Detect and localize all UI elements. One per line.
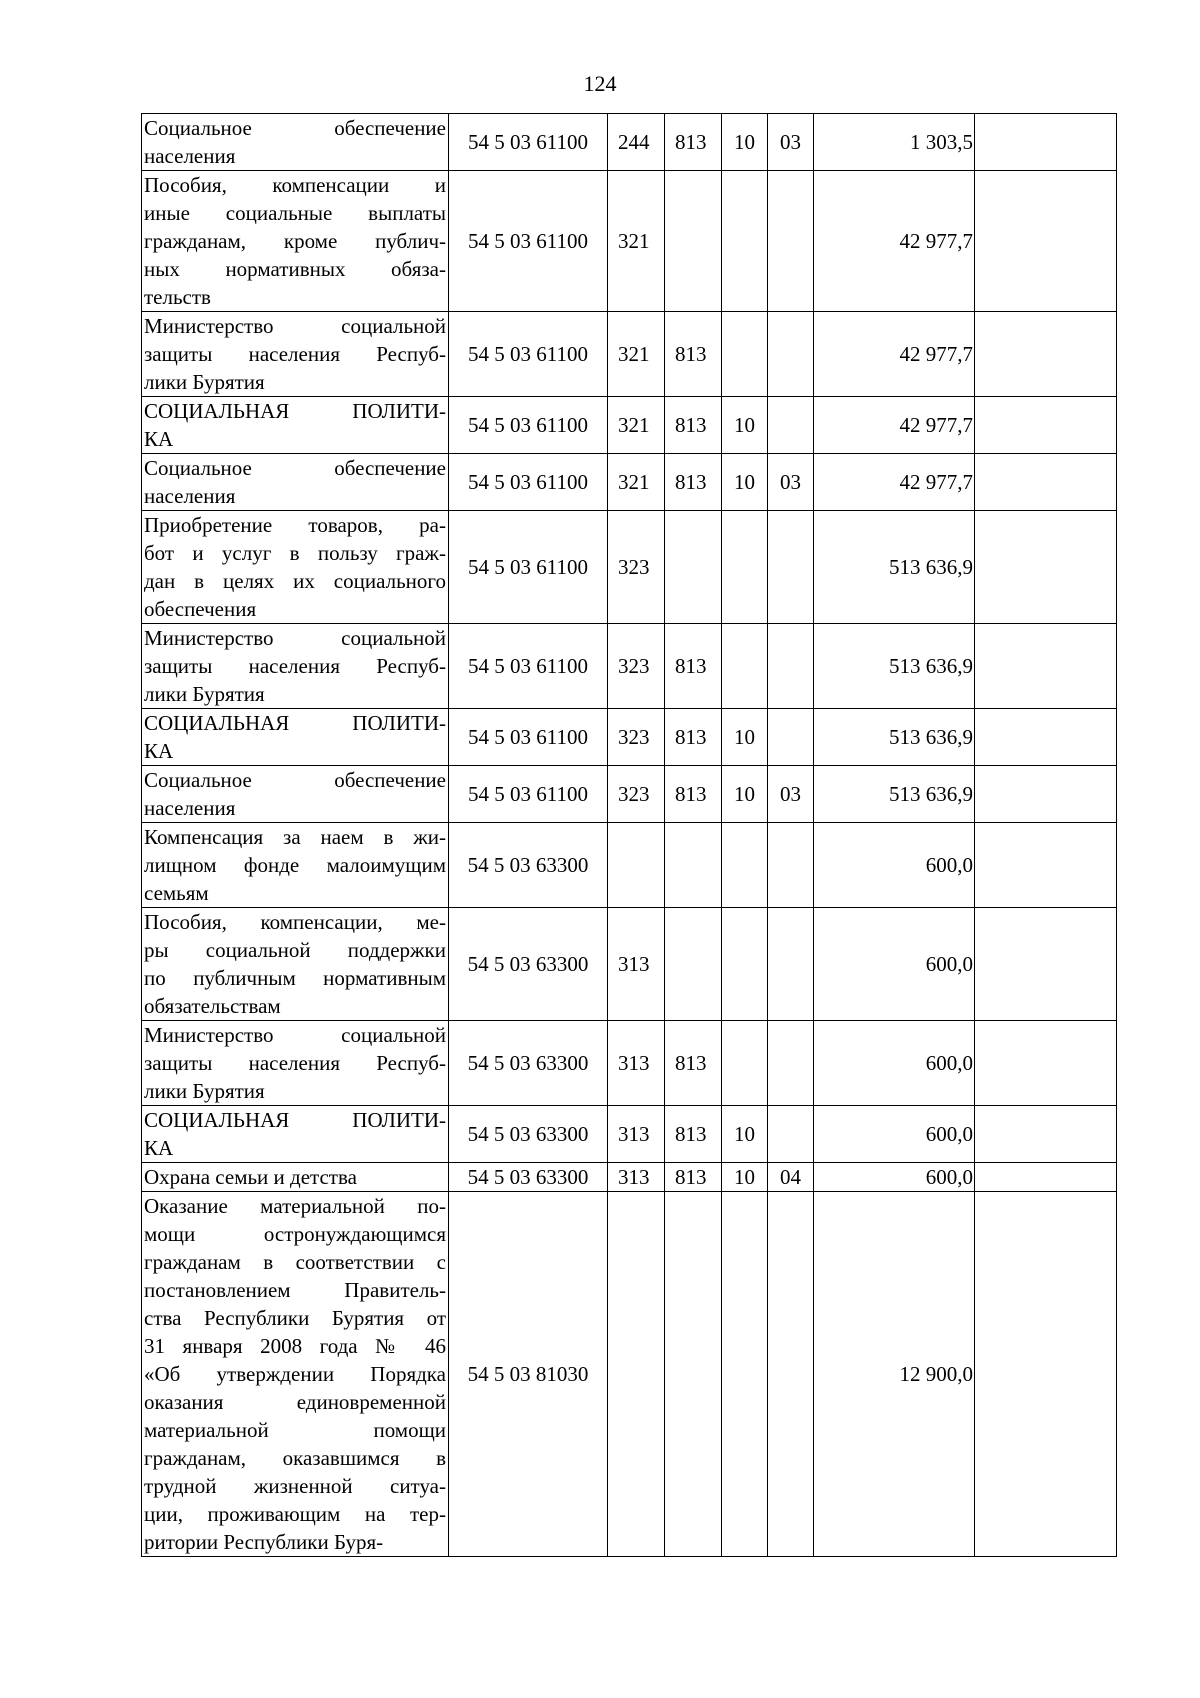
target-article-cell: 54 5 03 61100	[449, 766, 608, 823]
budget-holder-cell: 813	[665, 1021, 722, 1106]
budget-holder-cell	[665, 823, 722, 908]
extra-cell	[975, 171, 1117, 312]
expense-type-cell: 313	[608, 1106, 665, 1163]
target-article-cell: 54 5 03 61100	[449, 624, 608, 709]
row-name-line: СОЦИАЛЬНАЯ ПОЛИТИ-	[144, 1108, 446, 1132]
amount-cell: 42 977,7	[814, 454, 975, 511]
section-cell: 10	[722, 1163, 768, 1192]
expense-type-cell: 313	[608, 1163, 665, 1192]
table-row	[142, 312, 1117, 397]
row-name-line: СОЦИАЛЬНАЯ ПОЛИТИ-	[144, 399, 446, 423]
expense-type-cell	[608, 823, 665, 908]
row-name-line: ции, проживающим на тер-	[144, 1502, 446, 1526]
row-name-line: КА	[144, 1136, 174, 1160]
amount-cell: 600,0	[814, 908, 975, 1021]
extra-cell	[975, 1021, 1117, 1106]
budget-holder-cell: 813	[665, 1163, 722, 1192]
section-cell: 10	[722, 114, 768, 171]
expense-type-cell: 244	[608, 114, 665, 171]
extra-cell	[975, 709, 1117, 766]
extra-cell	[975, 1106, 1117, 1163]
extra-cell	[975, 454, 1117, 511]
subsection-cell: 03	[768, 454, 814, 511]
target-article-cell: 54 5 03 61100	[449, 114, 608, 171]
row-name-line: оказания единовременной	[144, 1390, 446, 1414]
row-name-cell	[142, 624, 449, 709]
section-cell	[722, 908, 768, 1021]
table-row	[142, 1021, 1117, 1106]
section-cell	[722, 511, 768, 624]
row-name-line: защиты населения Респуб-	[144, 1051, 446, 1075]
section-cell	[722, 624, 768, 709]
amount-cell: 513 636,9	[814, 709, 975, 766]
row-name-line: материальной помощи	[144, 1418, 446, 1442]
table-row	[142, 1163, 1117, 1192]
table-row	[142, 454, 1117, 511]
expense-type-cell: 323	[608, 624, 665, 709]
subsection-cell	[768, 1106, 814, 1163]
row-name-cell	[142, 114, 449, 171]
target-article-cell: 54 5 03 63300	[449, 1163, 608, 1192]
page-number: 124	[583, 71, 617, 96]
subsection-cell	[768, 1192, 814, 1557]
row-name-cell	[142, 766, 449, 823]
extra-cell	[975, 1192, 1117, 1557]
expense-type-cell: 321	[608, 312, 665, 397]
row-name-cell	[142, 1163, 449, 1192]
row-name-line: лики Бурятия	[144, 1079, 265, 1103]
amount-cell: 12 900,0	[814, 1192, 975, 1557]
extra-cell	[975, 1163, 1117, 1192]
table-row	[142, 114, 1117, 171]
table-row	[142, 823, 1117, 908]
section-cell: 10	[722, 1106, 768, 1163]
expense-type-cell: 313	[608, 1021, 665, 1106]
expense-type-cell	[608, 1192, 665, 1557]
row-name-cell	[142, 1021, 449, 1106]
row-name-line: Оказание материальной по-	[144, 1194, 446, 1218]
table-body	[142, 114, 1117, 1557]
row-name-line: ства Республики Бурятия от	[144, 1306, 446, 1330]
row-name-line: лики Бурятия	[144, 370, 265, 394]
subsection-cell	[768, 908, 814, 1021]
extra-cell	[975, 624, 1117, 709]
subsection-cell	[768, 624, 814, 709]
row-name-line: Пособия, компенсации, ме-	[144, 910, 446, 934]
row-name-line: Охрана семьи и детства	[144, 1165, 357, 1189]
extra-cell	[975, 511, 1117, 624]
section-cell	[722, 312, 768, 397]
expense-type-cell: 321	[608, 454, 665, 511]
budget-table	[141, 113, 1117, 1557]
budget-holder-cell: 813	[665, 1106, 722, 1163]
budget-holder-cell: 813	[665, 709, 722, 766]
row-name-line: гражданам в соответствии с	[144, 1250, 446, 1274]
subsection-cell	[768, 312, 814, 397]
row-name-cell	[142, 1192, 449, 1557]
subsection-cell: 04	[768, 1163, 814, 1192]
amount-cell: 600,0	[814, 1106, 975, 1163]
table-row	[142, 397, 1117, 454]
amount-cell: 513 636,9	[814, 624, 975, 709]
budget-holder-cell	[665, 908, 722, 1021]
row-name-cell	[142, 511, 449, 624]
extra-cell	[975, 766, 1117, 823]
row-name-line: Министерство социальной	[144, 314, 446, 338]
row-name-line: населения	[144, 796, 236, 820]
row-name-line: Компенсация за наем в жи-	[144, 825, 446, 849]
target-article-cell: 54 5 03 81030	[449, 1192, 608, 1557]
table-row	[142, 1192, 1117, 1557]
amount-cell: 600,0	[814, 1163, 975, 1192]
section-cell: 10	[722, 709, 768, 766]
row-name-line: лики Бурятия	[144, 682, 265, 706]
expense-type-cell: 323	[608, 511, 665, 624]
row-name-line: Министерство социальной	[144, 626, 446, 650]
budget-holder-cell: 813	[665, 454, 722, 511]
row-name-line: обязательствам	[144, 994, 281, 1018]
row-name-line: СОЦИАЛЬНАЯ ПОЛИТИ-	[144, 711, 446, 735]
subsection-cell: 03	[768, 114, 814, 171]
extra-cell	[975, 397, 1117, 454]
budget-holder-cell: 813	[665, 766, 722, 823]
subsection-cell	[768, 171, 814, 312]
row-name-line: защиты населения Респуб-	[144, 654, 446, 678]
amount-cell: 600,0	[814, 823, 975, 908]
row-name-line: 31 января 2008 года № 46	[144, 1334, 446, 1358]
row-name-cell	[142, 1106, 449, 1163]
subsection-cell	[768, 397, 814, 454]
target-article-cell: 54 5 03 61100	[449, 511, 608, 624]
row-name-line: мощи остронуждающимся	[144, 1222, 446, 1246]
row-name-line: обеспечения	[144, 597, 257, 621]
budget-holder-cell: 813	[665, 397, 722, 454]
amount-cell: 513 636,9	[814, 511, 975, 624]
target-article-cell: 54 5 03 61100	[449, 454, 608, 511]
budget-holder-cell	[665, 1192, 722, 1557]
amount-cell: 42 977,7	[814, 312, 975, 397]
target-article-cell: 54 5 03 63300	[449, 1106, 608, 1163]
row-name-line: постановлением Правитель-	[144, 1278, 446, 1302]
row-name-line: КА	[144, 427, 174, 451]
section-cell	[722, 1021, 768, 1106]
row-name-line: защиты населения Респуб-	[144, 342, 446, 366]
subsection-cell	[768, 823, 814, 908]
amount-cell: 42 977,7	[814, 171, 975, 312]
table-row	[142, 766, 1117, 823]
row-name-line: населения	[144, 144, 236, 168]
section-cell: 10	[722, 766, 768, 823]
row-name-line: Социальное обеспечение	[144, 768, 446, 792]
subsection-cell: 03	[768, 766, 814, 823]
table-row	[142, 1106, 1117, 1163]
amount-cell: 513 636,9	[814, 766, 975, 823]
section-cell	[722, 823, 768, 908]
row-name-line: бот и услуг в пользу граж-	[144, 541, 446, 565]
target-article-cell: 54 5 03 63300	[449, 823, 608, 908]
extra-cell	[975, 908, 1117, 1021]
expense-type-cell: 323	[608, 766, 665, 823]
row-name-cell	[142, 823, 449, 908]
row-name-line: по публичным нормативным	[144, 966, 446, 990]
row-name-line: иные социальные выплаты	[144, 201, 446, 225]
section-cell: 10	[722, 454, 768, 511]
subsection-cell	[768, 511, 814, 624]
table-row	[142, 511, 1117, 624]
row-name-line: дан в целях их социального	[144, 569, 446, 593]
extra-cell	[975, 114, 1117, 171]
target-article-cell: 54 5 03 61100	[449, 171, 608, 312]
row-name-line: тельств	[144, 285, 211, 309]
expense-type-cell: 321	[608, 397, 665, 454]
amount-cell: 42 977,7	[814, 397, 975, 454]
row-name-cell	[142, 312, 449, 397]
target-article-cell: 54 5 03 61100	[449, 397, 608, 454]
row-name-line: Приобретение товаров, ра-	[144, 513, 446, 537]
expense-type-cell: 321	[608, 171, 665, 312]
table-row	[142, 709, 1117, 766]
row-name-line: гражданам, оказавшимся в	[144, 1446, 446, 1470]
row-name-cell	[142, 171, 449, 312]
expense-type-cell: 323	[608, 709, 665, 766]
row-name-line: Социальное обеспечение	[144, 116, 446, 140]
row-name-line: лищном фонде малоимущим	[144, 853, 446, 877]
row-name-line: Министерство социальной	[144, 1023, 446, 1047]
section-cell: 10	[722, 397, 768, 454]
budget-holder-cell: 813	[665, 624, 722, 709]
table-row	[142, 908, 1117, 1021]
row-name-cell	[142, 709, 449, 766]
extra-cell	[975, 312, 1117, 397]
target-article-cell: 54 5 03 63300	[449, 908, 608, 1021]
row-name-cell	[142, 454, 449, 511]
row-name-line: ритории Республики Буря-	[144, 1530, 384, 1554]
budget-holder-cell: 813	[665, 312, 722, 397]
target-article-cell: 54 5 03 61100	[449, 709, 608, 766]
subsection-cell	[768, 1021, 814, 1106]
row-name-line: ры социальной поддержки	[144, 938, 446, 962]
row-name-line: семьям	[144, 881, 209, 905]
table-row	[142, 171, 1117, 312]
row-name-line: ных нормативных обяза-	[144, 257, 446, 281]
target-article-cell: 54 5 03 63300	[449, 1021, 608, 1106]
row-name-line: населения	[144, 484, 236, 508]
budget-holder-cell	[665, 171, 722, 312]
target-article-cell: 54 5 03 61100	[449, 312, 608, 397]
row-name-line: трудной жизненной ситуа-	[144, 1474, 446, 1498]
budget-holder-cell	[665, 511, 722, 624]
extra-cell	[975, 823, 1117, 908]
row-name-line: «Об утверждении Порядка	[144, 1362, 446, 1386]
amount-cell: 1 303,5	[814, 114, 975, 171]
row-name-line: гражданам, кроме публич-	[144, 229, 446, 253]
subsection-cell	[768, 709, 814, 766]
table-row	[142, 624, 1117, 709]
row-name-line: Социальное обеспечение	[144, 456, 446, 480]
section-cell	[722, 171, 768, 312]
section-cell	[722, 1192, 768, 1557]
expense-type-cell: 313	[608, 908, 665, 1021]
budget-holder-cell: 813	[665, 114, 722, 171]
amount-cell: 600,0	[814, 1021, 975, 1106]
row-name-cell	[142, 397, 449, 454]
row-name-line: КА	[144, 739, 174, 763]
row-name-cell	[142, 908, 449, 1021]
row-name-line: Пособия, компенсации и	[144, 173, 446, 197]
